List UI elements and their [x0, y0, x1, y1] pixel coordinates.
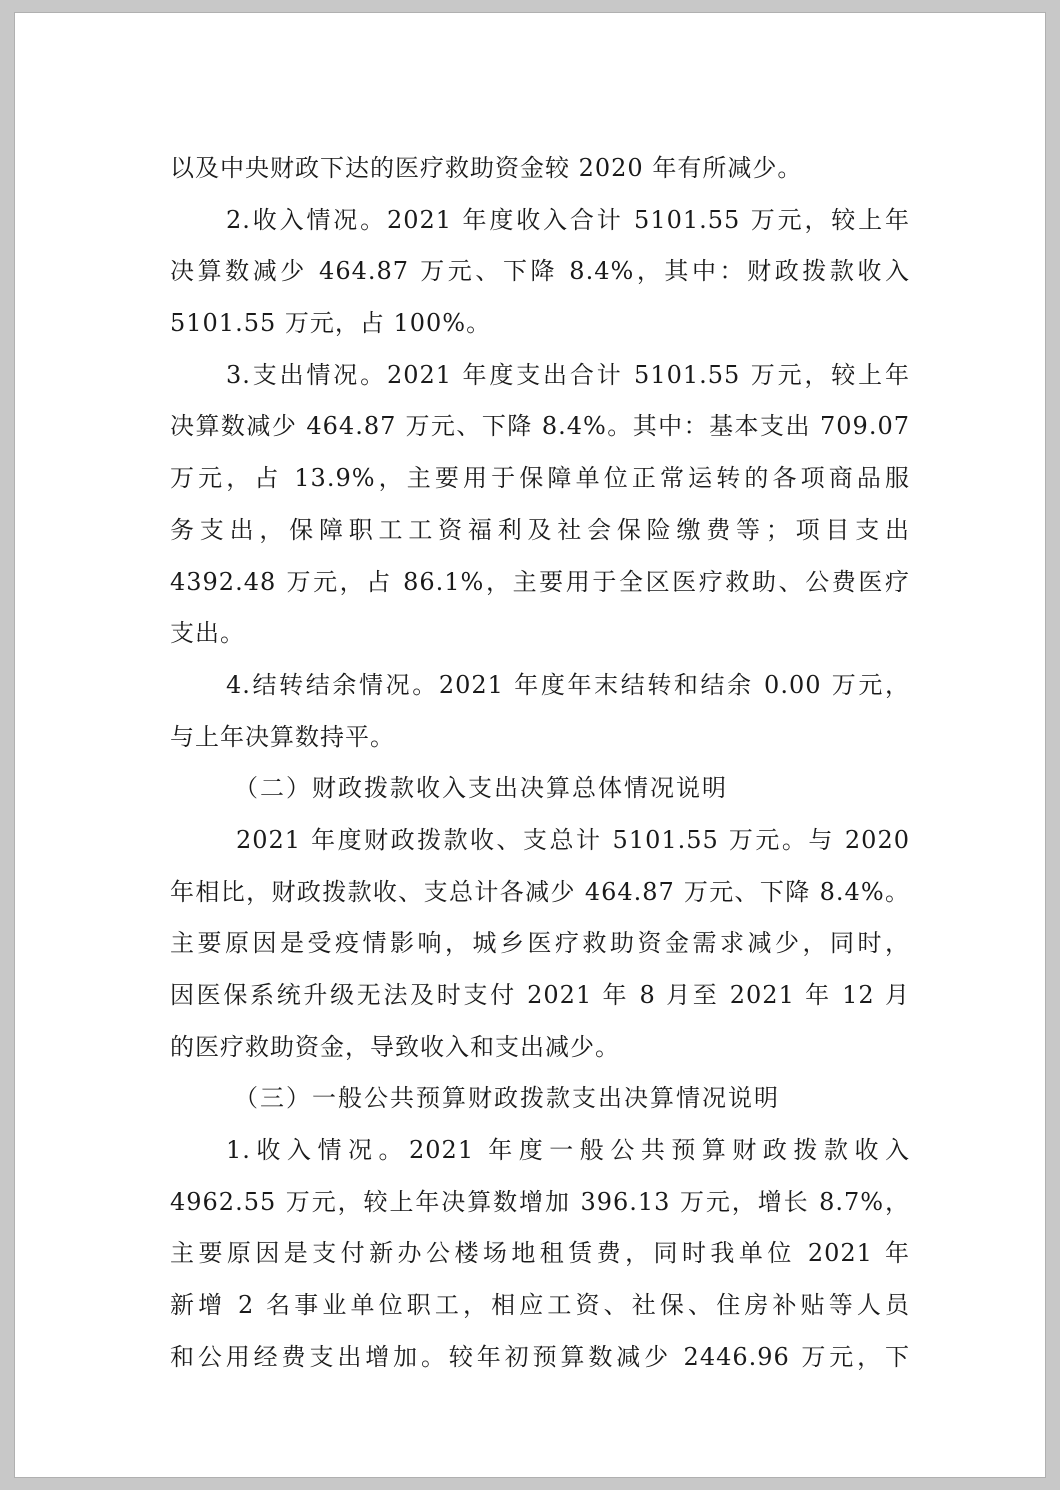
text-line: 的医疗救助资金，导致收入和支出减少。	[170, 1032, 620, 1061]
text-line: 和公用经费支出增加。较年初预算数减少 2446.96 万元，下	[170, 1342, 910, 1371]
text-line: 决算数减少 464.87 万元、下降 8.4%，其中：财政拨款收入	[170, 257, 910, 286]
document-body	[170, 143, 910, 1384]
paragraph-income-start: 2.收入情况。2021 年度收入合计 5101.55 万元，较上年	[226, 205, 910, 234]
section-heading-3: （三）一般公共预算财政拨款支出决算情况说明	[234, 1084, 780, 1113]
text-line: 4392.48 万元，占 86.1%，主要用于全区医疗救助、公费医疗	[170, 567, 910, 596]
text-line: 5101.55 万元，占 100%。	[170, 309, 492, 338]
document-page	[14, 12, 1046, 1478]
section-heading-2: （二）财政拨款收入支出决算总体情况说明	[234, 774, 728, 803]
paragraph-fiscal-start: 2021 年度财政拨款收、支总计 5101.55 万元。与 2020	[236, 825, 910, 854]
text-line: 因医保系统升级无法及时支付 2021 年 8 月至 2021 年 12 月	[170, 981, 910, 1009]
text-line: 新增 2 名事业单位职工，相应工资、社保、住房补贴等人员	[170, 1291, 910, 1320]
text-line: 主要原因是受疫情影响，城乡医疗救助资金需求减少，同时，	[170, 929, 910, 958]
text-line: 年相比，财政拨款收、支总计各减少 464.87 万元、下降 8.4%。	[170, 877, 910, 906]
text-line: 以及中央财政下达的医疗救助资金较 2020 年有所减少。	[170, 154, 803, 182]
paragraph-expense-start: 3.支出情况。2021 年度支出合计 5101.55 万元，较上年	[226, 360, 910, 389]
text-line: 万元，占 13.9%，主要用于保障单位正常运转的各项商品服	[170, 464, 910, 493]
paragraph-balance-start: 4.结转结余情况。2021 年度年末结转和结余 0.00 万元，	[226, 670, 910, 699]
text-line: 4962.55 万元，较上年决算数增加 396.13 万元，增长 8.7%，	[170, 1187, 910, 1216]
text-line: 与上年决算数持平。	[170, 722, 395, 751]
paragraph-general-income-start: 1.收入情况。2021 年度一般公共预算财政拨款收入	[226, 1136, 910, 1165]
text-line: 支出。	[170, 619, 245, 648]
text-line: 务支出，保障职工工资福利及社会保险缴费等；项目支出	[170, 515, 910, 544]
text-line: 主要原因是支付新办公楼场地租赁费，同时我单位 2021 年	[170, 1239, 910, 1268]
text-line: 决算数减少 464.87 万元、下降 8.4%。其中：基本支出 709.07	[170, 412, 910, 441]
